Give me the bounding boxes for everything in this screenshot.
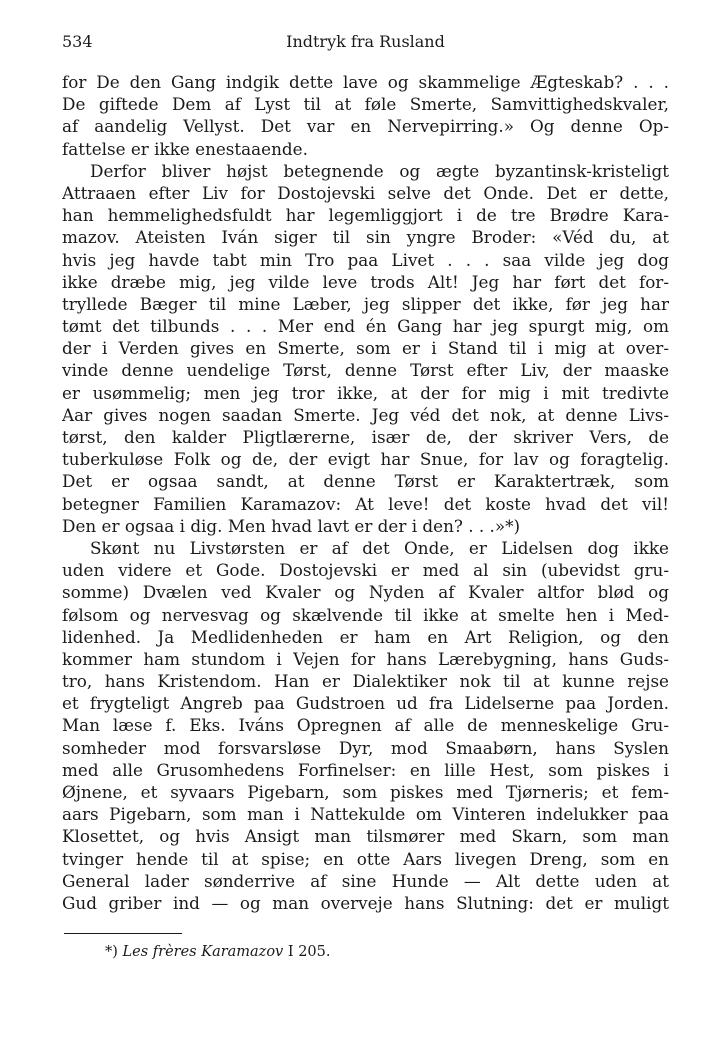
text-line: Attraaen efter Liv for Dostojevski selve det Onde. Det er dette, bbox=[62, 182, 669, 203]
text-line: fattelse er ikke enestaaende. bbox=[62, 138, 308, 159]
text-line: med alle Grusomhedens Forfinelser: en lille Hest, som piskes i bbox=[62, 759, 669, 780]
text-line: tro, hans Kristendom. Han er Dialektiker nok til at kunne rejse bbox=[62, 671, 669, 692]
text-line: somheder mod forsvarsløse Dyr, mod Smaabørn, hans Syslen bbox=[62, 737, 669, 758]
text-line: Aar gives nogen saadan Smerte. Jeg véd det nok, at denne Livs- bbox=[62, 404, 669, 425]
text-line: af aandelig Vellyst. Det var en Nervepirring.» Og denne Op- bbox=[62, 116, 669, 137]
footnote bbox=[105, 944, 330, 960]
text-line: Den er ogsaa i dig. Men hvad lavt er der i den? . . .»*) bbox=[62, 515, 521, 536]
page-header bbox=[62, 32, 669, 56]
page-number: 534 bbox=[62, 32, 93, 51]
text-line: følsom og nervesvag og skælvende til ikke at smelte hen i Med- bbox=[62, 604, 669, 625]
text-line: mazov. Ateisten Iván siger til sin yngre Broder: «Véd du, at bbox=[62, 227, 669, 248]
text-line: tømt det tilbunds . . . Mer end én Gang har jeg spurgt mig, om bbox=[62, 316, 669, 337]
text-line: General lader sønderrive af sine Hunde — Alt dette uden at bbox=[62, 870, 669, 891]
text-line: somme) Dvælen ved Kvaler og Nyden af Kvaler altfor blød og bbox=[62, 582, 669, 603]
body-text bbox=[62, 71, 669, 914]
text-line: betegner Familien Karamazov: At leve! det koste hvad det vil! bbox=[62, 493, 669, 514]
text-line: tørst, den kalder Pligtlærerne, især de, der skriver Vers, de bbox=[62, 427, 669, 447]
text-line: kommer ham stundom i Vejen for hans Lærebygning, hans Guds- bbox=[62, 648, 669, 669]
text-line: han hemmelighedsfuldt har legemliggjort i de tre Brødre Kara- bbox=[62, 205, 669, 226]
text-line: hvis jeg havde tabt min Tro paa Livet . . . saa vilde jeg dog bbox=[62, 249, 669, 270]
text-line: vinde denne uendelige Tørst, denne Tørst efter Liv, der maaske bbox=[62, 360, 669, 381]
text-line: aars Pigebarn, som man i Nattekulde om Vinteren indelukker paa bbox=[62, 804, 669, 825]
text-line: for De den Gang indgik dette lave og skammelige Ægteskab? . . . bbox=[62, 72, 669, 92]
text-line: Gud griber ind — og man overveje hans Slutning: det er muligt bbox=[62, 892, 669, 913]
footnote-marker: *) bbox=[105, 944, 118, 960]
text-line: ikke dræbe mig, jeg vilde leve trods Alt! Jeg har ført det for- bbox=[62, 271, 669, 292]
footnote-reference: I 205. bbox=[287, 944, 331, 960]
text-line: De giftede Dem af Lyst til at føle Smerte, Samvittighedskvaler, bbox=[62, 94, 669, 115]
text-line: tvinger hende til at spise; en otte Aars livegen Dreng, som en bbox=[62, 848, 669, 869]
text-line: Man læse f. Eks. Iváns Opregnen af alle de menneskelige Gru- bbox=[62, 715, 669, 736]
text-line: Derfor bliver højst betegnende og ægte byzantinsk-kristeligt bbox=[90, 160, 669, 181]
text-line: lidenhed. Ja Medlidenheden er ham en Art Religion, og den bbox=[62, 626, 669, 647]
text-line: Øjnene, et syvaars Pigebarn, som piskes med Tjørneris; et fem- bbox=[62, 782, 669, 802]
text-line: tuberkuløse Folk og de, der evigt har Snue, for lav og foragtelig. bbox=[62, 449, 669, 470]
text-line: uden videre et Gode. Dostojevski er med al sin (ubevidst gru- bbox=[62, 560, 669, 581]
footnote-title: Les frères Karamazov bbox=[122, 944, 284, 960]
text-line: Skønt nu Livstørsten er af det Onde, er Lidelsen dog ikke bbox=[90, 537, 669, 558]
text-line: Det er ogsaa sandt, at denne Tørst er Karaktertræk, som bbox=[62, 471, 669, 492]
footnote-divider bbox=[64, 933, 182, 934]
text-line: der i Verden gives en Smerte, som er i Stand til i mig at over- bbox=[62, 338, 669, 359]
text-line: et frygteligt Angreb paa Gudstroen ud fra Lidelserne paa Jorden. bbox=[62, 693, 669, 714]
text-line: tryllede Bæger til mine Læber, jeg slipper det ikke, før jeg har bbox=[62, 293, 669, 314]
text-line: Klosettet, og hvis Ansigt man tilsmører med Skarn, som man bbox=[62, 826, 669, 847]
running-title: Indtryk fra Rusland bbox=[286, 32, 445, 51]
text-line: er usømmelig; men jeg tror ikke, at der for mig i mit tredivte bbox=[62, 382, 669, 403]
